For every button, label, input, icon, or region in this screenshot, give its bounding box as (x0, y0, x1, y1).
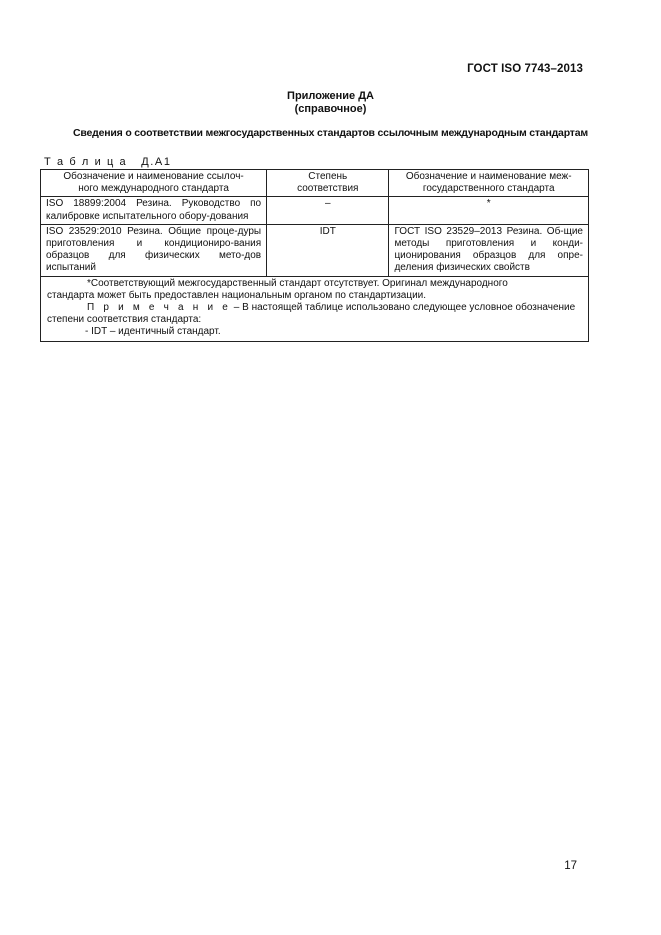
cell-degree: – (267, 197, 389, 224)
header-cell-line: Обозначение и наименование ссылоч- (63, 171, 244, 182)
note-line: степени соответствия стандарта: (47, 314, 202, 326)
correspondence-table (40, 169, 589, 342)
cell-international-standard: ISO 18899:2004 Резина. Руководство по калибровке испытательного обору-дования (41, 197, 267, 224)
annex-heading (0, 90, 661, 116)
note-line: - IDT – идентичный стандарт. (85, 326, 221, 338)
table-header-row (41, 170, 589, 197)
footnote-line: стандарта может быть предоставлен национальным органом по стандартизации. (47, 289, 427, 301)
header-international-standard (41, 170, 267, 197)
annex-title: Приложение ДА (287, 90, 374, 102)
section-title: Сведения о соответствии межгосударственных стандартов ссылочным международным стандартам (73, 127, 588, 139)
cell-degree: IDT (267, 224, 389, 276)
table-row (41, 197, 589, 224)
header-national-standard (389, 170, 589, 197)
note-label: П р и м е ч а н и е (87, 302, 232, 314)
cell-national-standard: ГОСТ ISO 23529–2013 Резина. Об-щие методы приготовления и конди-ционирования образцов для опре-деления физических свойств (389, 224, 589, 276)
header-cell-line: Степень (308, 171, 348, 182)
footnote-line: *Соответствующий межгосударственный стандарт отсутствует. Оригинал международного (87, 277, 508, 289)
note-line (47, 302, 582, 314)
cell-national-standard: * (389, 197, 589, 224)
table-caption: Т а б л и ц а Д.А1 (44, 156, 172, 168)
table-notes-row (41, 276, 589, 341)
header-cell-line: соответствия (297, 183, 359, 195)
annex-subtitle: (справочное) (294, 103, 367, 115)
header-cell-line: Обозначение и наименование меж- (405, 171, 572, 182)
document-id: ГОСТ ISO 7743–2013 (467, 63, 583, 75)
cell-international-standard: ISO 23529:2010 Резина. Общие проце-дуры приготовления и кондициониро-вания образцов для физических мето-дов испытаний (41, 224, 267, 276)
note-text: – В настоящей таблице использовано следующее условное обозначение (231, 302, 576, 314)
table-row (41, 224, 589, 276)
page-number: 17 (564, 860, 577, 872)
header-degree (267, 170, 389, 197)
table-notes (41, 276, 589, 341)
header-cell-line: государственного стандарта (422, 183, 555, 195)
header-cell-line: ного международного стандарта (78, 183, 229, 195)
